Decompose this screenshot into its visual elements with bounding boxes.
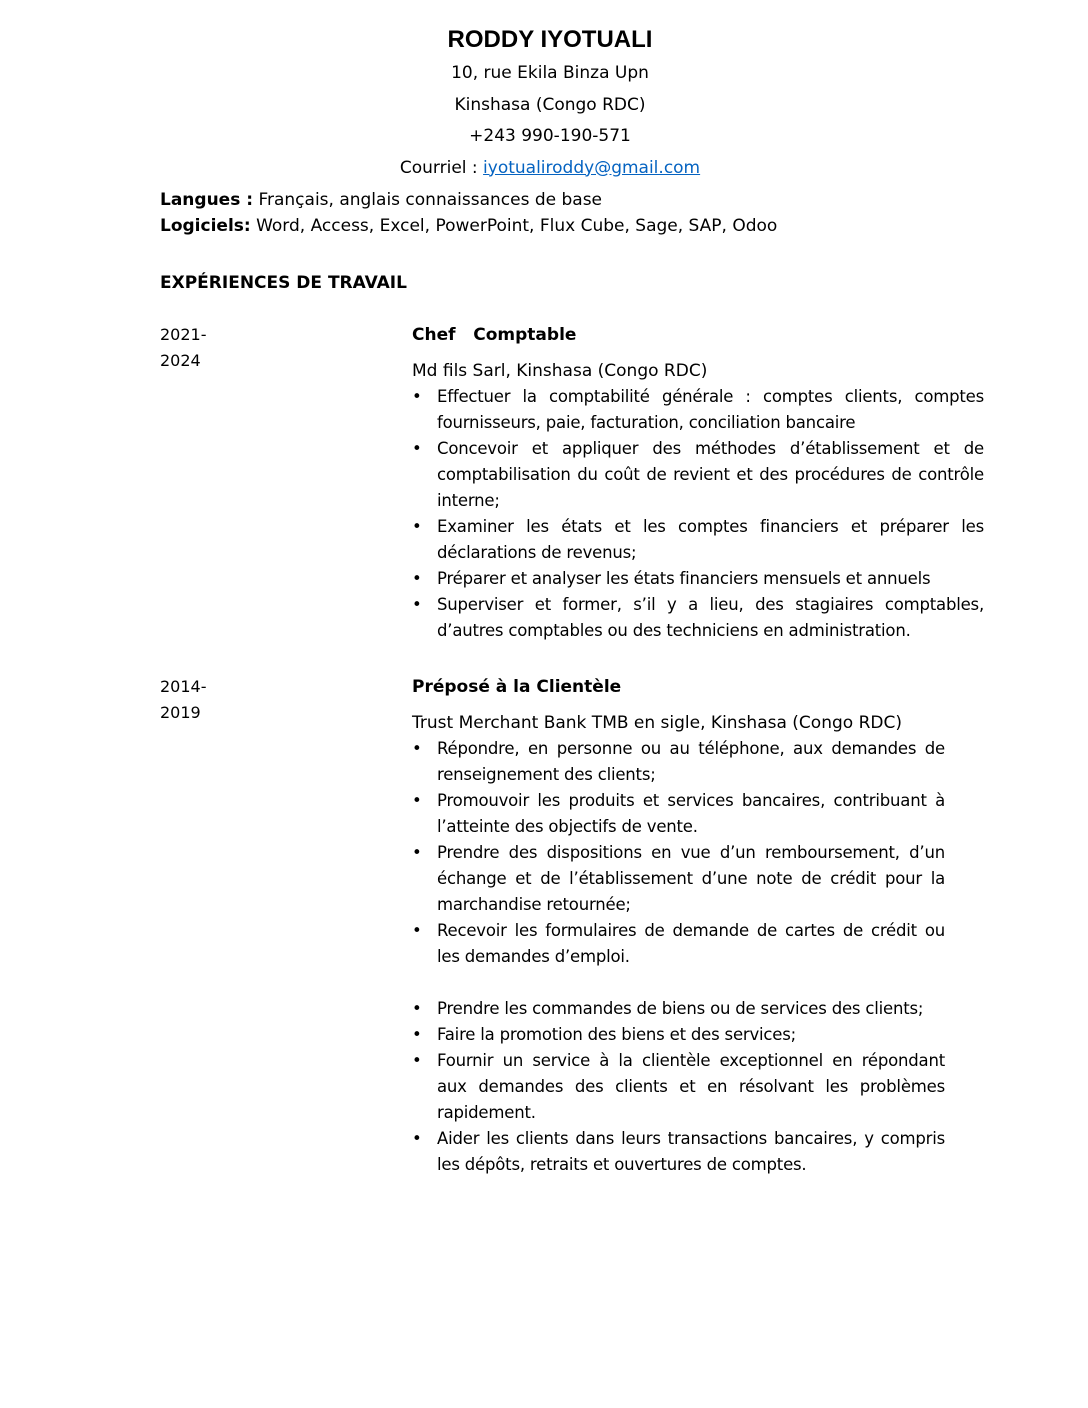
bullet-icon: • [412, 999, 422, 1018]
bullet-icon: • [412, 517, 422, 536]
duty-text: Prendre les commandes de biens ou de services des clients; [437, 999, 924, 1018]
spacer [412, 970, 945, 996]
duty-item [412, 1126, 945, 1178]
section-title-experience: EXPÉRIENCES DE TRAVAIL [160, 273, 407, 293]
bullet-icon: • [412, 739, 422, 758]
bullet-icon: • [412, 569, 422, 588]
job-body [412, 674, 945, 1178]
duty-text: Examiner les états et les comptes financiers et préparer les déclarations de revenus; [437, 517, 984, 562]
duty-item [412, 996, 945, 1022]
duty-item [412, 436, 984, 514]
bullet-icon: • [412, 1025, 422, 1044]
duty-list [412, 996, 945, 1178]
job-period: 2021- 2024 [160, 325, 207, 370]
phone-line: +243 990-190-571 [469, 126, 631, 146]
duty-text: Préparer et analyser les états financiers mensuels et annuels [437, 569, 931, 588]
job-employer: Md fils Sarl, Kinshasa (Congo RDC) [412, 361, 708, 381]
bullet-icon: • [412, 1051, 422, 1070]
bullet-icon: • [412, 439, 422, 458]
languages-line [160, 187, 777, 213]
duty-text: Recevoir les formulaires de demande de cartes de crédit ou les demandes d’emploi. [437, 921, 945, 966]
job-employer: Trust Merchant Bank TMB en sigle, Kinshasa (Congo RDC) [412, 713, 902, 733]
city-line: Kinshasa (Congo RDC) [454, 94, 646, 115]
duty-item [412, 514, 984, 566]
email-label: Courriel : [399, 157, 484, 178]
candidate-name: RODDY IYOTUALI [447, 26, 653, 53]
duty-item [412, 840, 945, 918]
duty-list [412, 736, 945, 970]
address-line: 10, rue Ekila Binza Upn [451, 63, 649, 83]
duty-item [412, 1048, 945, 1126]
job-body [412, 322, 984, 644]
duty-text: Promouvoir les produits et services bancaires, contribuant à l’atteinte des objectifs de vente. [437, 791, 945, 836]
duty-item [412, 592, 984, 644]
job-role: Chef Comptable [412, 325, 577, 345]
software-label: Logiciels: [160, 216, 251, 236]
bullet-icon: • [412, 791, 422, 810]
languages-label: Langues : [160, 190, 254, 210]
languages-value: Français, anglais connaissances de base [253, 190, 603, 210]
bullet-icon: • [412, 1129, 422, 1148]
duty-text: Aider les clients dans leurs transactions bancaires, y compris les dépôts, retraits et ouvertures de comptes. [437, 1129, 945, 1174]
resume-header [0, 24, 1088, 184]
duty-item [412, 566, 984, 592]
duty-item [412, 918, 945, 970]
email-link[interactable]: iyotualiroddy@gmail.com [483, 157, 701, 178]
skills-block [160, 187, 777, 239]
duty-text: Faire la promotion des biens et des services; [437, 1025, 797, 1044]
bullet-icon: • [412, 595, 422, 614]
duty-item [412, 736, 945, 788]
duty-text: Effectuer la comptabilité générale : comptes clients, comptes fournisseurs, paie, facturation, conciliation bancaire [437, 387, 984, 432]
duty-text: Répondre, en personne ou au téléphone, aux demandes de renseignement des clients; [437, 739, 945, 784]
duty-text: Concevoir et appliquer des méthodes d’établissement et de comptabilisation du coût de revient et des procédures de contrôle interne; [437, 439, 984, 510]
duty-item [412, 788, 945, 840]
duty-item [412, 1022, 945, 1048]
software-line [160, 213, 777, 239]
duty-list [412, 384, 984, 644]
duty-text: Fournir un service à la clientèle exceptionnel en répondant aux demandes des clients et en résolvant les problèmes rapidement. [437, 1051, 945, 1122]
duty-item [412, 384, 984, 436]
email-line [0, 153, 1088, 185]
bullet-icon: • [412, 387, 422, 406]
job-period: 2014-2019 [160, 677, 207, 722]
bullet-icon: • [412, 921, 422, 940]
bullet-icon: • [412, 843, 422, 862]
software-value: Word, Access, Excel, PowerPoint, Flux Cube, Sage, SAP, Odoo [250, 216, 778, 236]
job-role: Préposé à la Clientèle [412, 677, 622, 697]
duty-text: Prendre des dispositions en vue d’un remboursement, d’un échange et de l’établissement d’une note de crédit pour la marchandise retournée; [437, 843, 945, 914]
duty-text: Superviser et former, s’il y a lieu, des stagiaires comptables, d’autres comptables ou des techniciens en administration. [437, 595, 984, 640]
